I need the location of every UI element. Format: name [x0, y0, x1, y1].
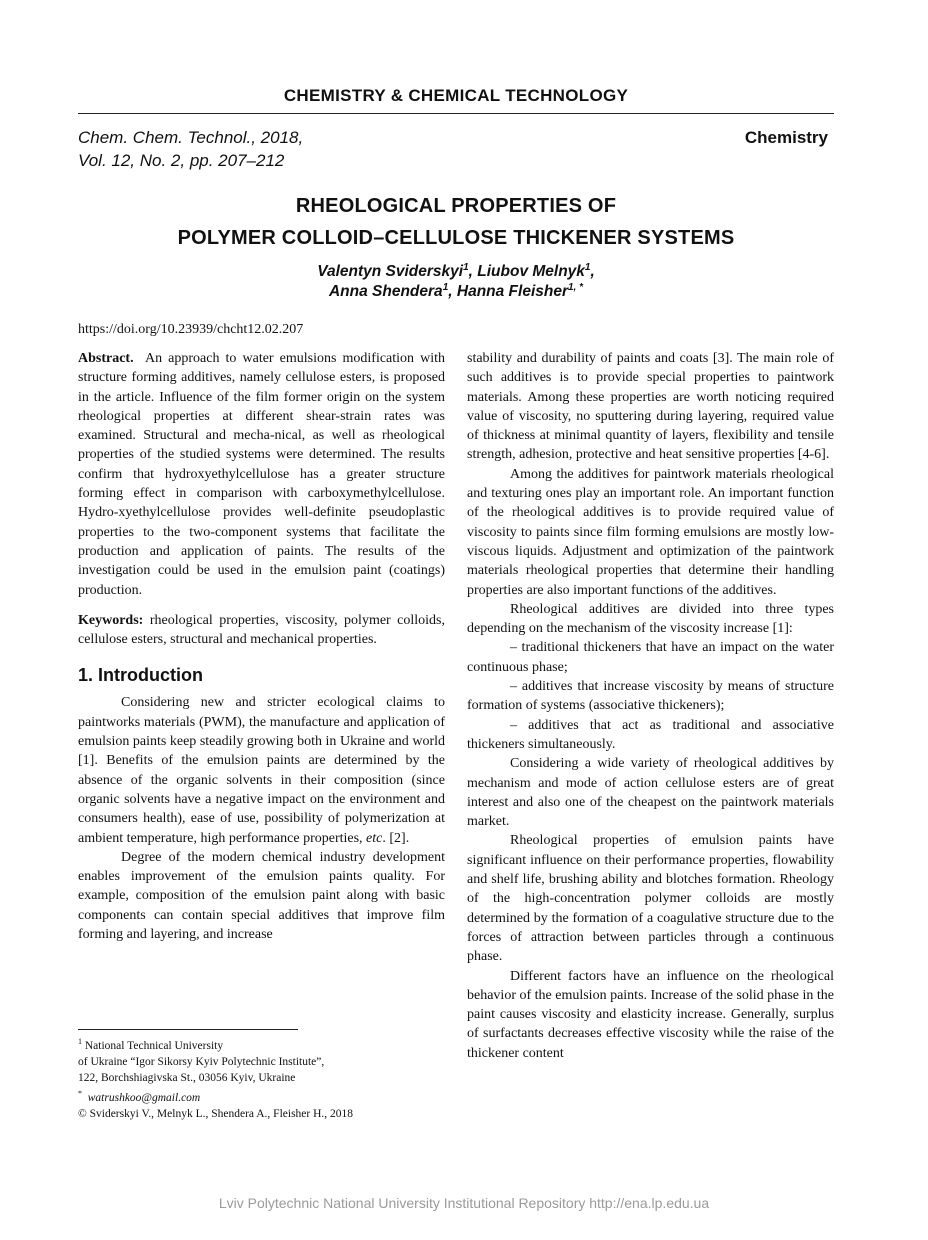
keywords-text: rheological properties, viscosity, polymer colloids, cellulose esters, structural and mechanical properties.: [78, 612, 446, 648]
left-column: [78, 349, 445, 944]
paragraph: stability and durability of paints and coats [3]. The main role of such additives is to provide special properties to paintwork materials. Among these properties are worth noticing required value of viscosity, no sputtering during layering, required value of thickness at minimal quantity of layers, flexibility and tensile strength, adhesion, protective and heat sensitive properties [4-6].: [467, 351, 834, 463]
paragraph: Different factors have an influence on the rheological behavior of the emulsion paints. Increase of the solid phase in the paint causes viscosity and elasticity increase. Generally, surplus of surfactants decreases effective viscosity while the raise of the thickener content: [467, 968, 835, 1061]
paragraph: Degree of the modern chemical industry development enables improvement of the emulsion paints quality. For example, composition of the emulsion paint along with basic components can contain special additives that improve film forming and layering, and increase: [78, 849, 445, 943]
doi-link[interactable]: https://doi.org/10.23939/chcht12.02.207: [78, 322, 304, 337]
right-column: [467, 349, 834, 1063]
abstract-text: An approach to water emulsions modification with structure forming additives, namely cellulose esters, is proposed in the article. Influence of the film former origin on the system rheological properties at different shear-strain rates was examined. Structural and mecha-nical, as well as rheological properties of the studied systems were determined. The results confirm that hydroxyethylcellulose has a greater structure forming effect in comparison with carboxymethylcellulose. Hydro-xyethylcellulose provides well-definite pseudoplastic properties to the two-component systems that facilitate the production and application of paints. The results of the investigation could be used in the emulsion paint (coatings) production.: [78, 351, 445, 598]
email-mark: *: [78, 1088, 82, 1098]
author-affiliation-mark: 1, *: [568, 281, 584, 293]
paragraph: Considering a wide variety of rheological additives by mechanism and mode of action cellulose esters are of great interest and also one of the cheapest on the paintwork materials market.: [467, 756, 834, 830]
paragraph: Rheological properties of emulsion paints have significant influence on their performance properties, flowability and shelf life, brushing ability and blotches formation. Rheology of the high-concentration polymer colloids are mostly determined by the formation of a coagulative structure due to the forces of attraction between particles through a continuous phase.: [467, 833, 834, 965]
affiliation-mark: 1: [78, 1037, 82, 1046]
author-affiliation-mark: 1: [442, 281, 449, 293]
paragraph: Rheological additives are divided into three types depending on the mechanism of the viscosity increase [1]:: [467, 601, 834, 637]
journal-header: CHEMISTRY & CHEMICAL TECHNOLOGY: [283, 86, 629, 105]
author-name: Hanna Fleisher: [456, 283, 568, 300]
list-item: – additives that increase viscosity by means of structure formation of systems (associative thickeners);: [467, 679, 834, 714]
citation-line-1: Chem. Chem. Technol., 2018,: [78, 128, 304, 147]
author-separator: ,: [448, 283, 457, 300]
paragraph: [78, 693, 445, 847]
section-label: Chemistry: [744, 128, 828, 147]
author-name: Anna Shendera: [328, 283, 443, 300]
author-name: Valentyn Sviderskyi: [317, 263, 464, 280]
paragraph-text: Considering new and stricter ecological claims to paintworks materials (PWM), the manufacture and application of emulsion paints keep steadily growing both in Ukraine and world [1]. Benefits of the emulsion paints are determined by the absence of the organic solvents in their composition (since organic solvents have a negative impact on the environment and consumers health), ease of use, possibility of polymerization at ambient temperature, high performance properties,: [78, 695, 445, 846]
authors-line-2: [78, 282, 834, 302]
title-line-1: RHEOLOGICAL PROPERTIES OF: [295, 195, 617, 217]
list-item: – additives that act as traditional and associative thickeners simultaneously.: [467, 717, 834, 752]
citation: [78, 126, 478, 172]
list-item: – traditional thickeners that have an impact on the water continuous phase;: [467, 640, 834, 675]
keywords: [78, 611, 445, 650]
email-link[interactable]: watrushkoo@gmail.com: [87, 1091, 201, 1104]
affiliation-line-1: [78, 1034, 445, 1054]
paper-title: [78, 190, 834, 254]
citation-line-2: Vol. 12, No. 2, pp. 207–212: [78, 151, 285, 170]
affiliation-line-2: of Ukraine “Igor Sikorsy Kyiv Polytechnic Institute”,: [78, 1055, 325, 1068]
affiliation-text: National Technical University: [84, 1039, 224, 1052]
section-heading: 1. Introduction: [78, 665, 203, 686]
header-rule: [78, 113, 834, 114]
repository-footer[interactable]: Lviv Polytechnic National University Institutional Repository http://ena.lp.edu.ua: [218, 1195, 710, 1211]
footnote-rule: [78, 1029, 298, 1030]
author-separator: ,: [590, 263, 595, 280]
etc-italic: etc: [366, 830, 383, 846]
footnotes: [78, 1034, 445, 1122]
copyright: © Sviderskyi V., Melnyk L., Shendera A., Fleisher H., 2018: [78, 1107, 354, 1120]
affiliation-line-3: 122, Borchshiagivska St., 03056 Kyiv, Ukraine: [78, 1071, 296, 1084]
author-name: Liubov Melnyk: [477, 263, 585, 280]
title-line-2: POLYMER COLLOID–CELLULOSE THICKENER SYSTEMS: [177, 227, 735, 249]
paragraph: Among the additives for paintwork materials rheological and texturing ones play an important role. An important function of the rheological additives is to provide required value of viscosity to paints since film forming emulsions are mostly low-viscous liquids. Adjustment and optimization of the paintwork materials rheological properties that determine their handling properties are also important functions of the additives.: [467, 466, 834, 598]
paragraph-end: . [2].: [382, 830, 410, 846]
email-line: [78, 1086, 445, 1106]
abstract-label: Abstract.: [78, 351, 134, 366]
author-affiliation-mark: 1: [584, 261, 591, 273]
authors-line-1: [78, 262, 834, 282]
author-separator: ,: [468, 263, 478, 280]
authors: [78, 262, 834, 302]
keywords-label: Keywords:: [78, 612, 144, 628]
abstract: [78, 349, 445, 600]
author-affiliation-mark: 1: [463, 261, 469, 273]
